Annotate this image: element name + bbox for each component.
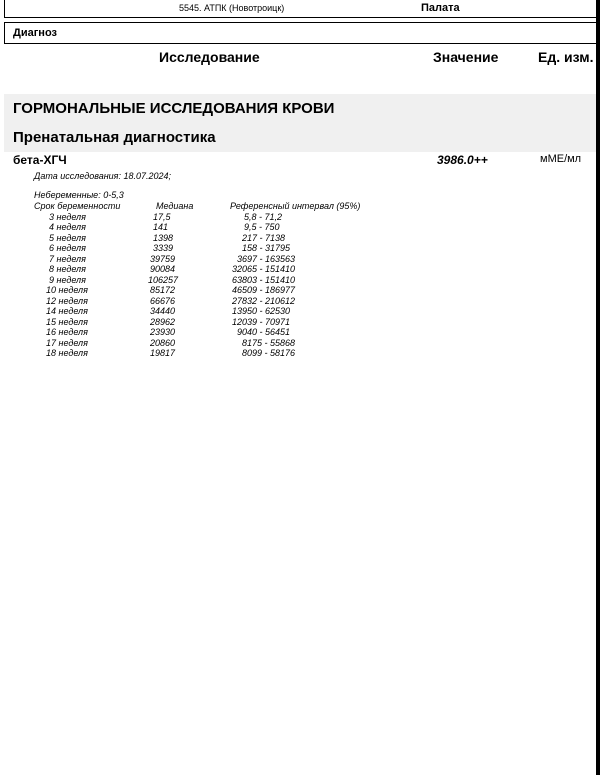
ref-week: 17 неделя — [46, 337, 88, 348]
subsection-title: Пренатальная диагностика — [13, 129, 216, 146]
diagnosis-label: Диагноз — [13, 27, 57, 39]
ref-interval: 158 - 31795 — [242, 243, 291, 253]
reference-table — [34, 201, 394, 359]
ref-header-term: Срок беременности — [34, 201, 121, 211]
ref-interval: 13950 - 62530 — [232, 306, 291, 316]
ref-median: 1398 — [153, 232, 174, 243]
ref-median: 20860 — [150, 337, 176, 348]
ref-header-median: Медиана — [156, 201, 194, 211]
ref-week: 12 неделя — [46, 295, 88, 306]
ref-median: 34440 — [150, 306, 176, 316]
diagnosis-box — [4, 22, 600, 44]
ref-interval: 32065 - 151410 — [232, 264, 296, 274]
ref-median: 3339 — [153, 243, 174, 253]
test-name: бета-ХГЧ — [13, 153, 67, 167]
ref-week: 14 неделя — [46, 306, 88, 316]
ref-week: 18 неделя — [46, 348, 88, 358]
ref-week: 6 неделя — [49, 243, 86, 253]
ref-median: 85172 — [150, 285, 176, 295]
ref-median: 106257 — [148, 274, 179, 285]
ref-median: 19817 — [150, 348, 176, 358]
table-row — [34, 348, 394, 359]
ref-interval: 8099 - 58176 — [242, 348, 296, 358]
ref-interval: 9,5 - 750 — [244, 222, 280, 232]
column-header-study: Исследование — [159, 49, 260, 65]
ref-header-interval: Референсный интервал (95%) — [230, 201, 361, 211]
table-row — [34, 338, 394, 349]
table-row — [34, 222, 394, 233]
ref-week: 10 неделя — [46, 285, 88, 295]
ref-week: 7 неделя — [49, 253, 86, 264]
table-row — [34, 254, 394, 265]
ref-interval: 5,8 - 71,2 — [244, 211, 283, 222]
ref-interval: 12039 - 70971 — [232, 316, 291, 327]
column-header-unit: Ед. изм. — [538, 49, 594, 65]
ref-week: 5 неделя — [49, 232, 86, 243]
non-pregnant-reference: Небеременные: 0-5,3 — [34, 190, 124, 200]
header-bar — [4, 0, 600, 18]
table-row — [34, 212, 394, 223]
ref-interval: 217 - 7138 — [242, 232, 286, 243]
study-date: Дата исследования: 18.07.2024; — [34, 171, 172, 181]
table-row — [34, 275, 394, 286]
page-edge-border — [596, 0, 600, 775]
ref-median: 17,5 — [153, 211, 171, 222]
organization-name: 5545. АТПК (Новотроицк) — [179, 3, 285, 13]
ref-week: 9 неделя — [49, 274, 86, 285]
table-row — [34, 317, 394, 328]
ref-median: 39759 — [150, 253, 176, 264]
section-title: ГОРМОНАЛЬНЫЕ ИССЛЕДОВАНИЯ КРОВИ — [13, 100, 335, 117]
ref-interval: 63803 - 151410 — [232, 274, 296, 285]
test-value: 3986.0++ — [437, 153, 488, 167]
column-header-value: Значение — [433, 49, 499, 65]
ref-interval: 27832 - 210612 — [232, 295, 296, 306]
test-unit: мМЕ/мл — [540, 153, 582, 165]
ref-median: 23930 — [150, 327, 176, 337]
table-row — [34, 285, 394, 296]
ref-week: 8 неделя — [49, 264, 86, 274]
ref-median: 141 — [153, 222, 169, 232]
ref-interval: 9040 - 56451 — [237, 327, 291, 337]
table-row — [34, 243, 394, 254]
ref-median: 28962 — [150, 316, 176, 327]
ward-label: Палата — [421, 2, 460, 14]
ref-interval: 3697 - 163563 — [237, 253, 296, 264]
ref-median: 90084 — [150, 264, 176, 274]
ref-week: 15 неделя — [46, 316, 88, 327]
table-row — [34, 264, 394, 275]
table-row — [34, 327, 394, 338]
ref-week: 16 неделя — [46, 327, 88, 337]
reference-header-row — [34, 201, 394, 212]
ref-interval: 8175 - 55868 — [242, 337, 296, 348]
ref-week: 3 неделя — [49, 211, 86, 222]
table-row — [34, 306, 394, 317]
ref-week: 4 неделя — [49, 222, 86, 232]
ref-interval: 46509 - 186977 — [232, 285, 296, 295]
table-row — [34, 233, 394, 244]
table-row — [34, 296, 394, 307]
ref-median: 66676 — [150, 295, 176, 306]
